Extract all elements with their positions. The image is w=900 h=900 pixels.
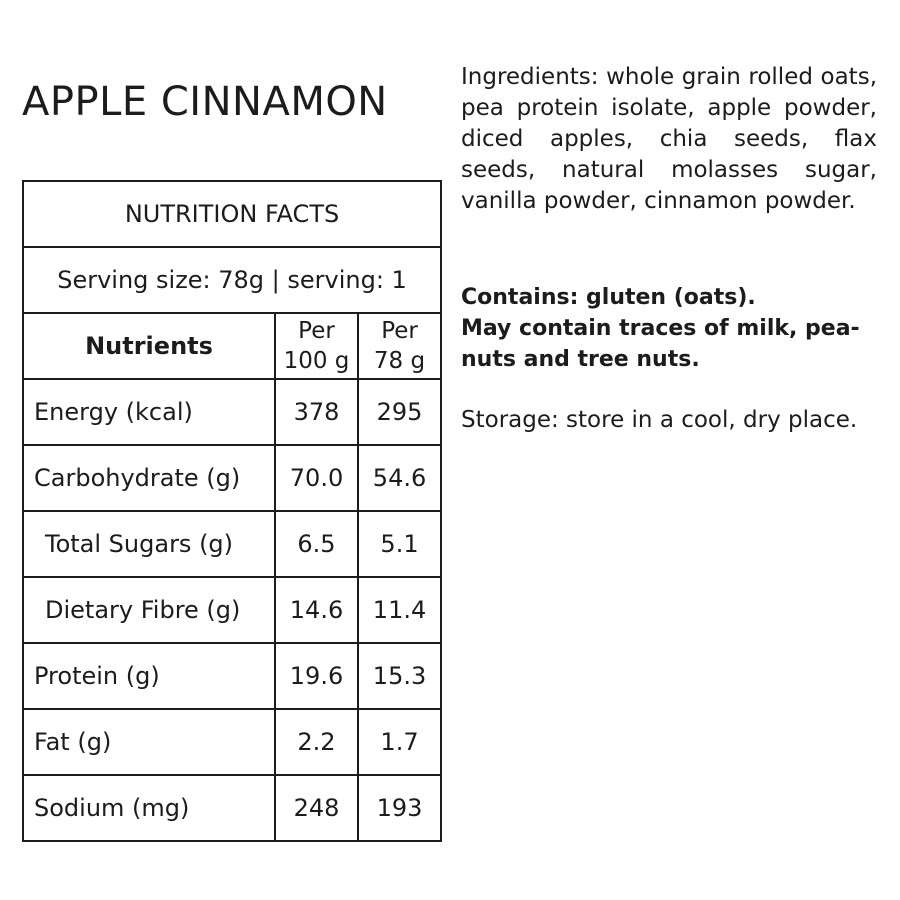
nutrient-name: Energy (kcal) — [23, 379, 275, 445]
table-row — [23, 643, 441, 709]
allergen-statement — [461, 282, 881, 375]
per-serving-line2: 78 g — [373, 348, 426, 374]
per-serving-line1: Per — [381, 318, 418, 344]
nutrition-header-row — [23, 181, 441, 247]
per-100g-value: 19.6 — [275, 643, 358, 709]
nutrient-name: Protein (g) — [23, 643, 275, 709]
per-serving-value: 11.4 — [358, 577, 441, 643]
nutrient-name: Carbohydrate (g) — [23, 445, 275, 511]
table-row — [23, 577, 441, 643]
per-100g-value: 2.2 — [275, 709, 358, 775]
serving-row — [23, 247, 441, 313]
nutrition-facts-header: NUTRITION FACTS — [23, 181, 441, 247]
per-serving-value: 15.3 — [358, 643, 441, 709]
per-serving-value: 5.1 — [358, 511, 441, 577]
allergen-may-contain-cont: nuts and tree nuts. — [461, 347, 700, 372]
nutrient-name: Total Sugars (g) — [23, 511, 275, 577]
per-100g-value: 14.6 — [275, 577, 358, 643]
per-100g-column-header — [275, 313, 358, 379]
per-serving-value: 295 — [358, 379, 441, 445]
nutrients-column-header: Nutrients — [23, 313, 275, 379]
table-row — [23, 445, 441, 511]
per-100g-line2: 100 g — [283, 348, 350, 374]
per-serving-column-header — [358, 313, 441, 379]
table-row — [23, 709, 441, 775]
column-header-row — [23, 313, 441, 379]
ingredients-text: Ingredients: whole grain rolled oats, pea protein isolate, apple powder, diced apples, chia seeds, flax seeds, natural molasses sugar, vanilla powder, cinnamon powder. — [461, 64, 877, 214]
per-serving-value: 193 — [358, 775, 441, 841]
nutrient-name: Sodium (mg) — [23, 775, 275, 841]
per-100g-value: 70.0 — [275, 445, 358, 511]
per-100g-value: 6.5 — [275, 511, 358, 577]
nutrient-name: Dietary Fibre (g) — [23, 577, 275, 643]
allergen-may-contain: May contain traces of milk, pea- — [461, 316, 860, 341]
allergen-contains: Contains: gluten (oats). — [461, 285, 756, 310]
table-row — [23, 379, 441, 445]
serving-size: Serving size: 78g | serving: 1 — [23, 247, 441, 313]
nutrient-name: Fat (g) — [23, 709, 275, 775]
table-row — [23, 511, 441, 577]
storage-text: Storage: store in a cool, dry place. — [461, 407, 858, 433]
product-title: APPLE CINNAMON — [22, 79, 388, 125]
nutrition-facts-table — [22, 180, 442, 842]
per-100g-line1: Per — [298, 318, 335, 344]
per-100g-value: 378 — [275, 379, 358, 445]
per-serving-value: 54.6 — [358, 445, 441, 511]
per-100g-value: 248 — [275, 775, 358, 841]
per-serving-value: 1.7 — [358, 709, 441, 775]
table-row — [23, 775, 441, 841]
